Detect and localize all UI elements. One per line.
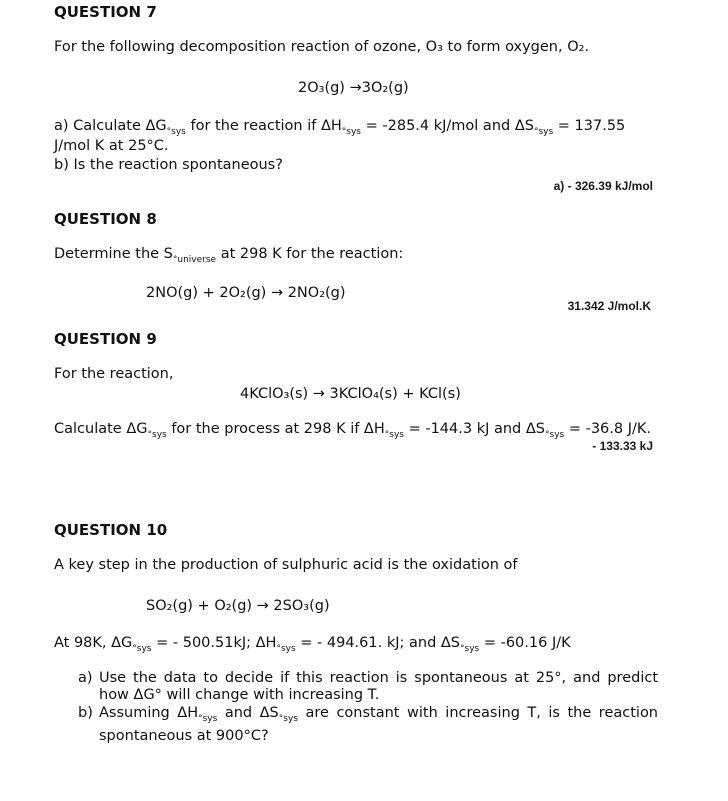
question-8-equation: 2NO(g) + 2O₂(g) → 2NO₂(g)	[146, 285, 346, 301]
question-10-part-a	[78, 670, 658, 704]
question-10-parts	[78, 670, 658, 746]
part-b-text: Assuming $\Delta H_{^\circ sys}$ and $\Delta S_{^\circ sys}$ are constant with increasing T, is the reaction spontaneous at 900°C?	[99, 705, 659, 744]
question-7-equation: 2O₃(g) →3O₂(g)	[298, 80, 409, 96]
question-8-heading: QUESTION 8	[54, 210, 157, 228]
question-10-heading: QUESTION 10	[54, 521, 168, 539]
question-7-heading: QUESTION 7	[54, 3, 157, 21]
question-9-equation: 4KClO₃(s) → 3KClO₄(s) + KCl(s)	[240, 386, 461, 402]
part-b-label: b)	[78, 705, 93, 721]
part-a-label: a)	[78, 670, 93, 686]
question-7-part-a-line-2: J/mol K at 25°C.	[54, 138, 169, 154]
question-10-intro: A key step in the production of sulphuric acid is the oxidation of	[54, 557, 518, 573]
question-9-answer: - 133.33 kJ	[592, 439, 653, 453]
question-9-heading: QUESTION 9	[54, 330, 157, 348]
question-7-part-a: a) Calculate $\Delta G_{^\circ sys}$ for the reaction if $\Delta H_{^\circ sys} = -285.4$ kJ/mol and $\Delta S_{^\circ sys} = 137.55$	[54, 118, 626, 137]
question-8-prompt: Determine the $S_{^\circ universe}$ at 298 K for the reaction:	[54, 246, 404, 265]
question-7-part-b: b) Is the reaction spontaneous?	[54, 157, 283, 173]
question-9-calculation: Calculate $\Delta G_{^\circ sys}$ for the process at 298 K if $\Delta H_{^\circ sys} = -144.3$ kJ and $\Delta S_{^\circ sys} = -36.8$ J/K.	[54, 421, 651, 440]
question-10-part-b	[78, 705, 658, 745]
question-7-intro: For the following decomposition reaction of ozone, O₃ to form oxygen, O₂.	[54, 39, 590, 55]
question-10-data: At 98K, $\Delta G_{^\circ sys}$ = - 500.51kJ; $\Delta H_{^\circ sys}$ = - 494.61. kJ; and $\Delta S_{^\circ sys} = -60.16$ J/K	[54, 635, 571, 654]
question-10-equation: SO₂(g) + O₂(g) → 2SO₃(g)	[146, 598, 330, 614]
question-8-answer: 31.342 J/mol.K	[567, 299, 651, 313]
question-7-answer: a) - 326.39 kJ/mol	[553, 179, 653, 193]
question-9-intro: For the reaction,	[54, 366, 174, 382]
part-a-text: Use the data to decide if this reaction is spontaneous at 25°, and predict how ΔG° will change with increasing T.	[99, 670, 658, 703]
